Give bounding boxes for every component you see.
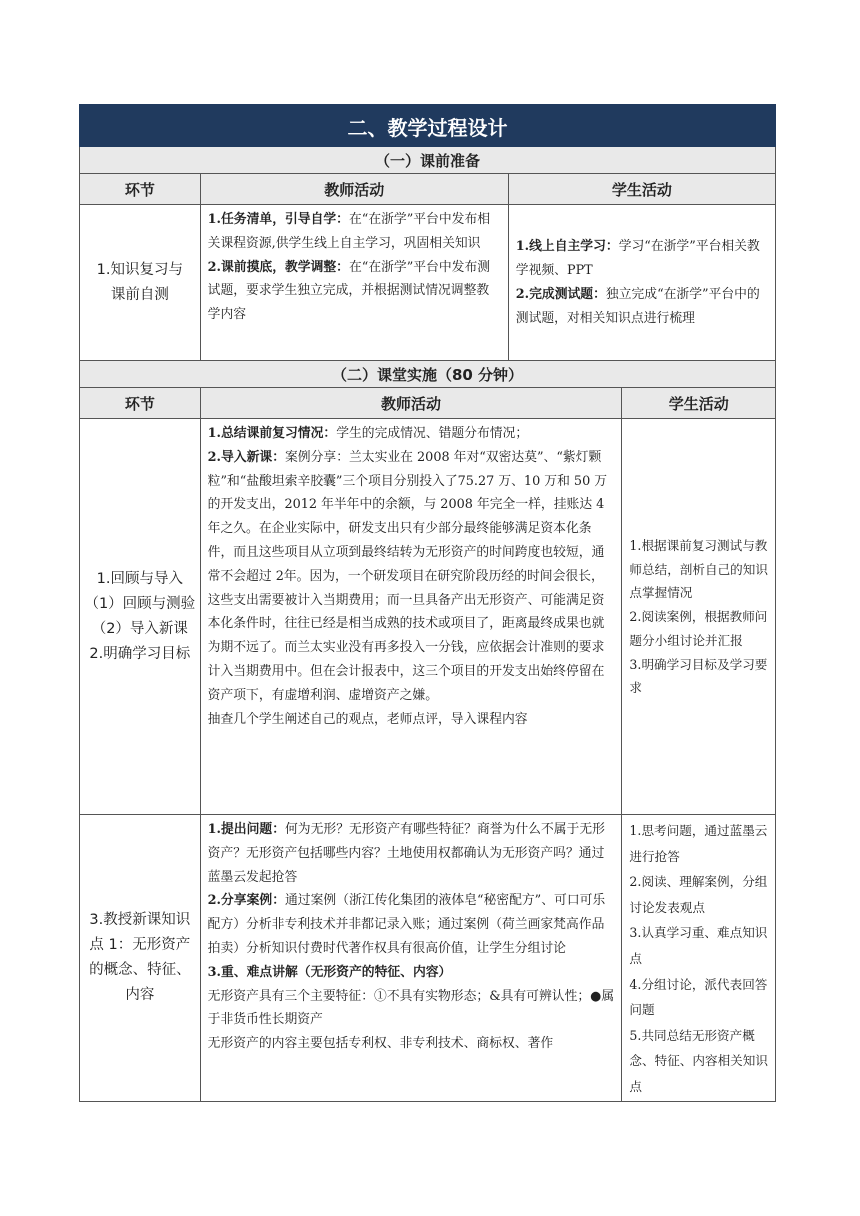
header-row-class: [79, 388, 776, 419]
stage-label: 2.明确学习目标: [89, 645, 191, 662]
section-heading-prep: （一）课前准备: [79, 147, 776, 174]
activity-item: 1.线上自主学习：学习“在浙学”平台相关教学视频、PPT: [515, 239, 760, 279]
activity-item: 抽查几个学生阐述自己的观点，老师点评，导入课程内容: [207, 711, 528, 727]
activity-item: 1.根据课前复习测试与教师总结，剖析自己的知识点掌握情况: [629, 537, 768, 601]
header-teacher: 教师活动: [201, 174, 509, 204]
activity-item: 3.明确学习目标及学习要求: [629, 656, 768, 696]
table-row-review: [79, 419, 776, 815]
activity-item: 无形资产的内容主要包括专利权、非专利技术、商标权、著作: [207, 1036, 554, 1052]
stage-label: 点 1：无形资产: [89, 937, 191, 953]
activity-item: 1.任务清单，引导自学：在“在浙学”平台中发布相关课程资源,供学生线上自主学习，巩固相关知识: [207, 212, 491, 251]
stage-label: 3.教授新课知识: [89, 912, 191, 928]
header-student: 学生活动: [622, 388, 775, 418]
stage-cell: [80, 815, 201, 1101]
stage-label: （1）回顾与测验: [84, 595, 196, 612]
activity-item: 2.导入新课：案例分享：兰太实业在 2008 年对“双密达莫”、“紫灯颗粒”和“盐酸坦索辛胶囊”三个项目分别投入了75.27 万、10 万和 50 万的开发支出，2012 年半年中的余额，与 2008 年完全一样，挂账达 4 年之久。在企业实际中，研发支出只有少部分最终能够满足资本化条件，而且这些项目从立项到最终结转为无形资产的时间跨度也较短，通常不会超过 2年。因为，一个研发项目在研究阶段历经的时间会很长，这些支出需要被计入当期费用；而一旦具备产出无形资产、可能满足资本化条件时，往往已经是相当成熟的技术或项目了，距离最终成果也就为期不远了。而兰太实业没有再多投入一分钱，应依据会计准则的要求计入当期费用中。但在会计报表中，这三个项目的开发支出始终停留在资产项下，有虚增利润、虚增资产之嫌。: [207, 449, 608, 703]
table-row-new-lesson: [79, 815, 776, 1102]
activity-item: 5.共同总结无形资产概念、特征、内容相关知识点: [629, 1027, 768, 1094]
activity-item: 1.思考问题，通过蓝墨云进行抢答: [629, 823, 768, 864]
activity-item: 无形资产具有三个主要特征：①不具有实物形态；&具有可辨认性；●属于非货币性长期资产: [207, 988, 615, 1028]
table-title: 二、教学过程设计: [79, 104, 776, 147]
header-stage: 环节: [80, 174, 201, 204]
activity-item: 1.总结课前复习情况：学生的完成情况、错题分布情况；: [207, 426, 529, 441]
stage-label: 内容: [125, 987, 155, 1003]
header-row-prep: [79, 174, 776, 205]
stage-label: 的概念、特征、: [89, 962, 191, 978]
student-activity-cell: [509, 205, 775, 360]
activity-item: 2.阅读、理解案例，分组讨论发表观点: [629, 874, 768, 915]
header-stage: 环节: [80, 388, 201, 418]
teacher-activity-cell: [201, 205, 509, 360]
activity-item: 2.课前摸底，教学调整：在“在浙学”平台中发布测试题，要求学生独立完成，并根据测试情况调整教学内容: [207, 259, 491, 323]
activity-item: 1.提出问题：何为无形？无形资产有哪些特征？商誉为什么不属于无形资产？无形资产包括哪些内容？土地使用权都确认为无形资产吗？通过蓝墨云发起抢答: [207, 822, 605, 885]
stage-label: 课前自测: [110, 286, 169, 303]
header-teacher: 教师活动: [201, 388, 623, 418]
activity-item: 3.重、难点讲解（无形资产的特征、内容）: [207, 964, 452, 980]
activity-item: 2.分享案例：通过案例（浙江传化集团的液体皂“秘密配方”、可口可乐配方）分析非专利技术并非都记录入账；通过案例（荷兰画家梵高作品拍卖）分析知识付费时代著作权具有很高价值，让学生分组讨论: [207, 893, 606, 956]
section-heading-class: （二）课堂实施（80 分钟）: [79, 361, 776, 388]
lesson-plan-table: [79, 104, 776, 1102]
table-row-prep: [79, 205, 776, 361]
stage-label: 1.知识复习与: [96, 261, 183, 278]
activity-item: 2.阅读案例，根据教师问题分小组讨论并汇报: [629, 609, 768, 648]
stage-cell: [80, 419, 201, 814]
student-activity-cell: [622, 419, 775, 814]
teacher-activity-cell: [201, 815, 623, 1101]
stage-label: （2）导入新课: [91, 620, 188, 637]
activity-item: 3.认真学习重、难点知识点: [629, 925, 768, 966]
activity-item: 4.分组讨论，派代表回答问题: [629, 976, 768, 1018]
stage-cell: [80, 205, 201, 360]
stage-label: 1.回顾与导入: [96, 570, 183, 587]
header-student: 学生活动: [509, 174, 775, 204]
activity-item: 2.完成测试题：独立完成“在浙学”平台中的测试题，对相关知识点进行梳理: [515, 287, 760, 326]
teacher-activity-cell: [201, 419, 623, 814]
student-activity-cell: [622, 815, 775, 1101]
